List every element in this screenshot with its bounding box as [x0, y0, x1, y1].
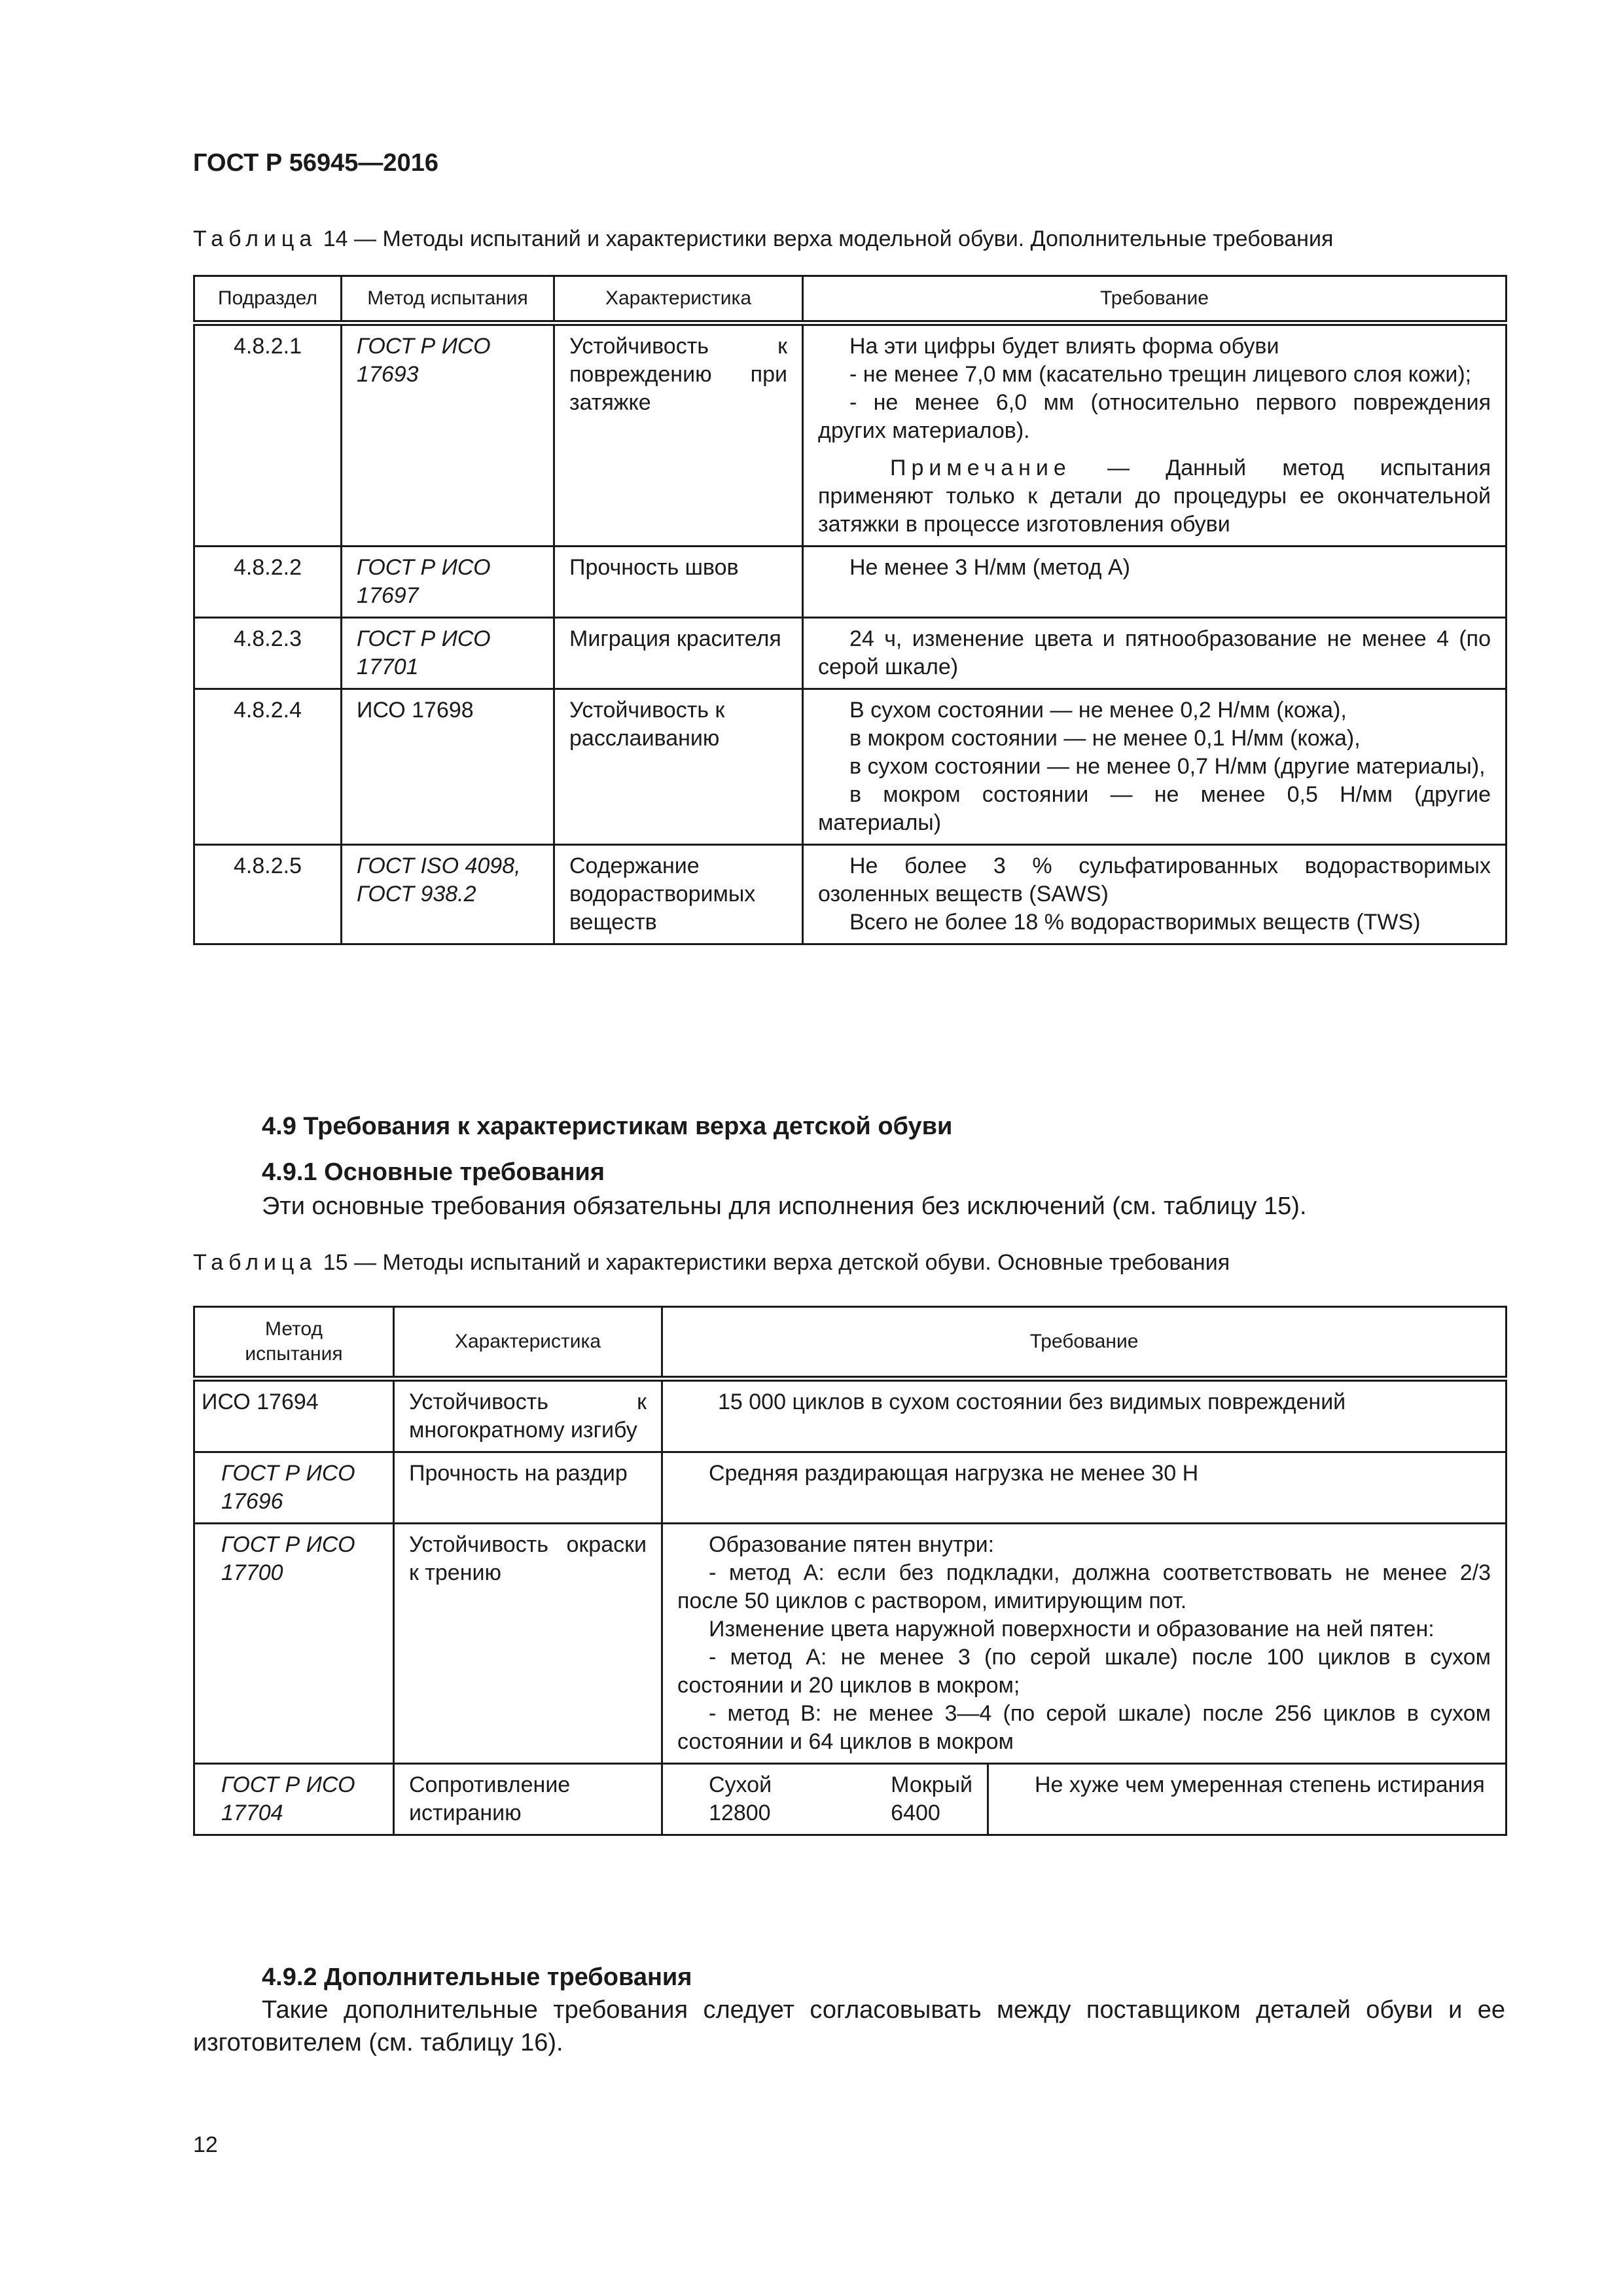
- characteristic-cell: Устойчивость к многократному изгибу: [394, 1379, 662, 1452]
- requirement-line: Изменение цвета наружной поверхности и образование на ней пятен:: [709, 1617, 1435, 1641]
- characteristic-cell: Прочность швов: [554, 547, 803, 618]
- table-14: [193, 275, 1507, 945]
- wet-value: Мокрый 6400: [891, 1772, 972, 1825]
- note-text: — Данный метод испытания применяют только к детали до процедуры ее окончательной затяжки в процессе изготовления обуви: [818, 456, 1491, 537]
- header-requirement: Требование: [803, 276, 1507, 323]
- characteristic-cell: Устойчивость к расслаиванию: [554, 689, 803, 845]
- requirement-line: 15 000 циклов в сухом состоянии без видимых повреждений: [718, 1390, 1346, 1414]
- table-row: [194, 689, 1507, 845]
- requirement-line: - метод В: не менее 3—4 (по серой шкале) после 256 циклов в сухом состоянии и 64 циклов в мокром: [677, 1701, 1491, 1754]
- method-cell: ГОСТ Р ИСО 17701: [342, 618, 554, 689]
- requirement-line: В сухом состоянии — не менее 0,2 Н/мм (кожа),: [849, 698, 1347, 723]
- requirement-line: - не менее 6,0 мм (относительно первого повреждения других материалов).: [818, 390, 1491, 443]
- characteristic-cell: Устойчивость окраски к трению: [394, 1524, 662, 1764]
- document-code: ГОСТ Р 56945—2016: [193, 149, 438, 177]
- characteristic-cell: Устойчивость к повреждению при затяжке: [554, 323, 803, 547]
- requirement-line: На эти цифры будет влиять форма обуви: [849, 334, 1279, 359]
- table-header-row: [194, 1307, 1507, 1379]
- requirement-line: Образование пятен внутри:: [709, 1532, 995, 1557]
- abrasion-values: [663, 1765, 1505, 1834]
- table-row: [194, 1764, 1507, 1835]
- requirement-line: Не менее 3 Н/мм (метод А): [849, 555, 1130, 580]
- requirement-line: Средняя раздирающая нагрузка не менее 30 Н: [709, 1461, 1199, 1486]
- method-cell: ИСО 17694: [194, 1379, 394, 1452]
- requirement-line: в сухом состоянии — не менее 0,7 Н/мм (другие материалы),: [849, 754, 1486, 779]
- requirement-line: 24 ч, изменение цвета и пятнообразование не менее 4 (по серой шкале): [818, 626, 1491, 679]
- page-number: 12: [193, 2132, 218, 2157]
- section-4-9-title: 4.9 Требования к характеристикам верха детской обуви: [262, 1113, 953, 1140]
- method-cell: ГОСТ Р ИСО 17693: [342, 323, 554, 547]
- characteristic-cell: Сопротивление истиранию: [394, 1764, 662, 1835]
- requirement-line: в мокром состоянии — не менее 0,5 Н/мм (другие материалы): [818, 782, 1491, 835]
- method-cell: ГОСТ Р ИСО 17696: [194, 1452, 394, 1524]
- table-row: [194, 1452, 1507, 1524]
- header-requirement: Требование: [662, 1307, 1507, 1379]
- table-row: [194, 1524, 1507, 1764]
- subsection-cell: 4.8.2.3: [194, 618, 342, 689]
- requirement-line: - метод А: если без подкладки, должна соответствовать не менее 2/3 после 50 циклов с раствором, имитирующим пот.: [677, 1560, 1491, 1613]
- characteristic-cell: Прочность на раздир: [394, 1452, 662, 1524]
- abrasion-requirement: Не хуже чем умеренная степень истирания: [987, 1765, 1505, 1834]
- section-4-9-1-title: 4.9.1 Основные требования: [262, 1158, 605, 1186]
- requirement-cell: [662, 1524, 1507, 1764]
- requirement-cell: [803, 323, 1507, 547]
- header-method: Метод испытания: [194, 1307, 394, 1379]
- table-note: [818, 454, 1491, 539]
- requirement-cell: [662, 1764, 1507, 1835]
- requirement-line: Не более 3 % сульфатированных водорастворимых озоленных веществ (SAWS): [818, 853, 1491, 906]
- dry-wet-values: [663, 1765, 987, 1834]
- subsection-cell: 4.8.2.1: [194, 323, 342, 547]
- requirement-line: в мокром состоянии — не менее 0,1 Н/мм (кожа),: [849, 726, 1361, 751]
- table-row: [194, 1379, 1507, 1452]
- requirement-line: - метод А: не менее 3 (по серой шкале) после 100 циклов в сухом состоянии и 20 циклов в мокром;: [677, 1645, 1491, 1698]
- requirement-line: - не менее 7,0 мм (касательно трещин лицевого слоя кожи);: [849, 362, 1472, 387]
- characteristic-cell: Содержание водорастворимых веществ: [554, 845, 803, 944]
- table-row: [194, 323, 1507, 547]
- section-4-9-2-title: 4.9.2 Дополнительные требования: [262, 1964, 692, 1991]
- table-15-caption: [193, 1250, 1230, 1276]
- caption-text: 14 — Методы испытаний и характеристики верха модельной обуви. Дополнительные требования: [317, 226, 1334, 251]
- method-cell: ГОСТ Р ИСО 17700: [194, 1524, 394, 1764]
- header-characteristic: Характеристика: [554, 276, 803, 323]
- requirement-cell: [803, 618, 1507, 689]
- header-method: Метод испытания: [342, 276, 554, 323]
- table-header-row: [194, 276, 1507, 323]
- subsection-cell: 4.8.2.2: [194, 547, 342, 618]
- dry-value: Сухой 12800: [709, 1772, 772, 1825]
- characteristic-cell: Миграция красителя: [554, 618, 803, 689]
- header-subsection: Подраздел: [194, 276, 342, 323]
- section-4-9-1-text: Эти основные требования обязательны для исполнения без исключений (см. таблицу 15).: [262, 1193, 1307, 1220]
- header-characteristic: Характеристика: [394, 1307, 662, 1379]
- caption-prefix: Таблица: [193, 226, 317, 251]
- requirement-cell: [803, 689, 1507, 845]
- requirement-cell: [803, 845, 1507, 944]
- requirement-line: Всего не более 18 % водорастворимых веществ (TWS): [849, 910, 1421, 935]
- table-row: [194, 618, 1507, 689]
- method-cell: ГОСТ Р ИСО 17704: [194, 1764, 394, 1835]
- method-cell: ГОСТ Р ИСО 17697: [342, 547, 554, 618]
- table-row: [194, 547, 1507, 618]
- method-cell: ИСО 17698: [342, 689, 554, 845]
- requirement-cell: [662, 1379, 1507, 1452]
- caption-text: 15 — Методы испытаний и характеристики верха детской обуви. Основные требования: [317, 1250, 1230, 1275]
- subsection-cell: 4.8.2.5: [194, 845, 342, 944]
- method-cell: ГОСТ ISO 4098, ГОСТ 938.2: [342, 845, 554, 944]
- table-row: [194, 845, 1507, 944]
- section-4-9-2-text: Такие дополнительные требования следует согласовывать между поставщиком деталей обуви и ее изготовителем (см. таблицу 16).: [193, 1996, 1505, 2056]
- table-14-caption: [193, 226, 1333, 252]
- table-15: [193, 1306, 1507, 1836]
- subsection-cell: 4.8.2.4: [194, 689, 342, 845]
- caption-prefix: Таблица: [193, 1250, 317, 1275]
- note-label: Примечание: [890, 456, 1071, 480]
- requirement-cell: [803, 547, 1507, 618]
- requirement-cell: [662, 1452, 1507, 1524]
